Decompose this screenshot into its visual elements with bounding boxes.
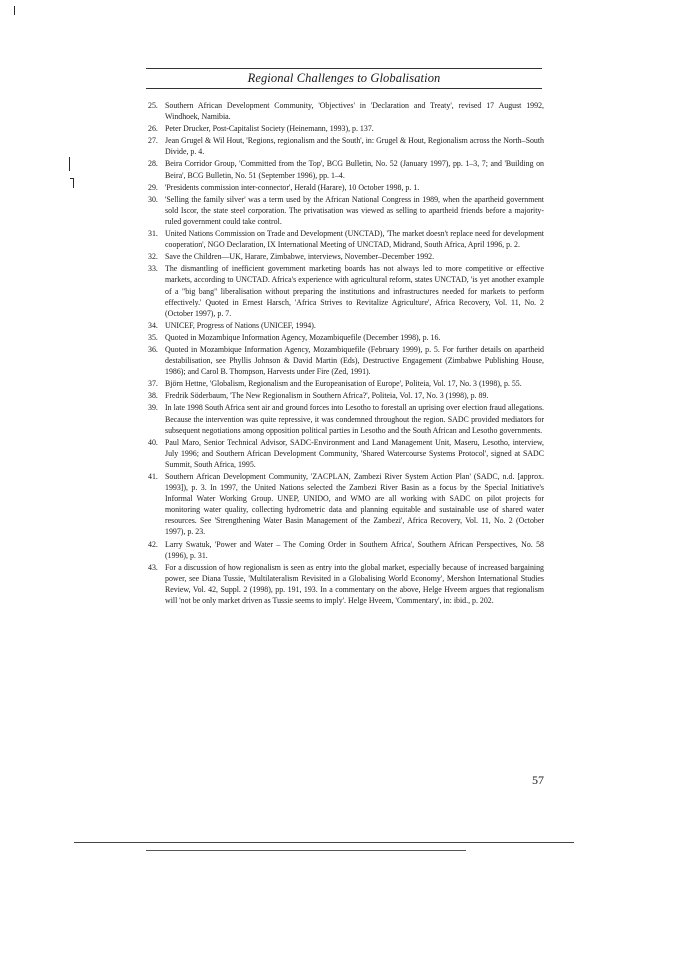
endnote-text: Paul Maro, Senior Technical Advisor, SADC-Environment and Land Management Unit, Maseru, Lesotho, interview, July 1996; and Southern African Development Community, 'Shared Watercourse Systems Protocol', signed at SADC Summit, South Africa, 1995.	[165, 437, 544, 469]
endnote-number: 36.	[148, 344, 158, 354]
endnote-number: 35.	[148, 332, 158, 342]
endnote-text: UNICEF, Progress of Nations (UNICEF, 1994).	[165, 320, 316, 330]
endnote-item	[148, 402, 544, 435]
endnote-item	[148, 182, 544, 193]
endnote-text: Peter Drucker, Post-Capitalist Society (Heinemann, 1993), p. 137.	[165, 124, 374, 134]
header-rule-bottom	[146, 88, 542, 89]
endnote-number: 39.	[148, 403, 158, 413]
endnote-number: 27.	[148, 136, 158, 146]
endnote-item	[148, 263, 544, 318]
endnote-number: 37.	[148, 379, 158, 389]
endnote-number: 25.	[148, 101, 158, 110]
endnote-text: United Nations Commission on Trade and Development (UNCTAD), 'The market doesn't replace need for development cooperation', NGO Declaration, IX International Meeting of UNCTAD, Midrand, South Africa, April 1996, p. 2.	[165, 229, 544, 250]
endnote-text: Southern African Development Community, 'ZACPLAN, Zambezi River System Action Plan' (SADC, n.d. [approx. 1993]), p. 3. In 1997, the United Nations selected the Zambezi River Basin as a focus by the Special Initiative's Informal Water Working Group. UNEP, UNIDO, and WMO are all working with SADC on pilot projects for monitoring water quality, collecting hydrometric data and planning equitable and sustainable use of shared water resources. See 'Strengthening Water Basin Management of the Zambezi', Africa Recovery, Vol. 11, No. 2 (October 1997), p. 23.	[165, 472, 544, 537]
endnote-text: Jean Grugel & Wil Hout, 'Regions, regionalism and the South', in: Grugel & Hout, Regionalism across the North–South Divide, p. 4.	[165, 136, 544, 157]
endnote-item	[148, 100, 544, 122]
endnote-text: For a discussion of how regionalism is seen as entry into the global market, especially because of increased bargaining power, see Diana Tussie, 'Multilateralism Revisited in a Globalising World Economy', Mershon International Studies Review, Vol. 42, Suppl. 2 (1998), pp. 191, 193. In a commentary on the above, Helge Hveem argues that regionalism will 'not be only market driven as Tussie seems to imply'. Helge Hveem, 'Commentary', in: ibid., p. 202.	[165, 562, 544, 606]
endnote-item	[148, 437, 544, 470]
footer-rule	[74, 842, 574, 843]
endnote-text: Larry Swatuk, 'Power and Water – The Coming Order in Southern Africa', Southern African Perspectives, No. 58 (1996), p. 31.	[165, 539, 544, 560]
endnote-item	[148, 390, 544, 401]
endnote-number: 31.	[148, 229, 158, 239]
endnote-text: The dismantling of inefficient government marketing boards has not always led to more competitive or effective markets, according to UNCTAD. Africa's experience with agricultural reform, states UNCTAD, 'is yet another example of a "big bang" liberalisation without preparing the institutions and infrastructures needed for markets to perform effectively.' Quoted in Ernest Harsch, 'Africa Strives to Revitalize Agriculture', Africa Recovery, Vol. 11, No. 2 (October 1997), p. 7.	[165, 264, 544, 318]
endnote-item	[148, 332, 544, 343]
endnote-number: 32.	[148, 252, 158, 262]
endnote-item	[148, 251, 544, 262]
endnote-text: Southern African Development Community, 'Objectives' in 'Declaration and Treaty', revised 17 August 1992, Windhoek, Namibia.	[165, 101, 544, 122]
endnote-number: 41.	[148, 472, 158, 481]
endnote-item	[148, 344, 544, 377]
endnote-number: 38.	[148, 391, 158, 401]
endnote-item	[148, 194, 544, 227]
endnote-text: Beira Corridor Group, 'Committed from the Top', BCG Bulletin, No. 52 (January 1997), pp. 1–3, 7; and 'Building on Beira', BCG Bulletin, No. 51 (September 1996), pp. 1–4.	[165, 159, 544, 180]
endnote-number: 40.	[148, 437, 158, 447]
endnote-number: 43.	[148, 562, 158, 572]
endnote-text: Quoted in Mozambique Information Agency, Mozambiquefile (February 1999), p. 5. For further details on apartheid destabilisation, see Phyllis Johnson & David Martin (Eds), Destructive Engagement (Zimbabwe Publishing House, 1986); and Carol B. Thompson, Harvests under Fire (Zed, 1991).	[165, 344, 544, 377]
endnote-number: 34.	[148, 320, 158, 330]
endnote-text: 'Selling the family silver' was a term used by the African National Congress in 1989, when the apartheid government sold Iscor, the state steel corporation. The privatisation was viewed as selling to apartheid friends before a majority-ruled government could take control.	[165, 194, 544, 226]
scan-mark-left	[69, 157, 70, 171]
endnote-text: In late 1998 South Africa sent air and ground forces into Lesotho to forestall an uprising over election fraud allegations. Because the intervention was quite repressive, it was condemned throughout the region. SADC provided mediators for subsequent negotiations among opposition political parties in Lesotho and the South African and Lesotho governments.	[165, 403, 544, 435]
endnote-item	[148, 123, 544, 134]
endnote-item	[148, 228, 544, 250]
endnote-number: 26.	[148, 124, 158, 134]
endnote-item	[148, 135, 544, 157]
endnote-item	[148, 471, 544, 538]
endnote-number: 30.	[148, 194, 158, 204]
endnote-item	[148, 539, 544, 561]
page-number: 57	[532, 773, 544, 787]
endnote-text: Björn Hettne, 'Globalism, Regionalism and the Europeanisation of Europe', Politeia, Vol. 17, No. 3 (1998), p. 55.	[165, 379, 522, 389]
endnote-item	[148, 378, 544, 389]
endnote-item	[148, 320, 544, 331]
endnote-number: 28.	[148, 159, 158, 169]
endnote-item	[148, 562, 544, 606]
header-rule-top	[146, 68, 542, 69]
endnote-number: 33.	[148, 264, 158, 274]
scan-mark-top	[14, 6, 15, 15]
endnote-text: 'Presidents commission inter-connector', Herald (Harare), 10 October 1998, p. 1.	[165, 182, 420, 192]
scan-mark-left-stem	[73, 179, 74, 188]
running-header: Regional Challenges to Globalisation	[247, 71, 441, 85]
endnote-number: 29.	[148, 182, 158, 192]
endnote-item	[148, 158, 544, 180]
endnote-text: Quoted in Mozambique Information Agency, Mozambiquefile (December 1998), p. 16.	[165, 332, 441, 342]
endnote-number: 42.	[148, 539, 158, 549]
endnote-text: Fredrik Söderbaum, 'The New Regionalism in Southern Africa?', Politeia, Vol. 17, No. 3 (1998), p. 89.	[165, 391, 489, 401]
endnote-text: Save the Children—UK, Harare, Zimbabwe, interviews, November–December 1992.	[165, 252, 435, 262]
footer-rule-secondary	[146, 850, 466, 851]
endnotes-list	[148, 100, 544, 607]
